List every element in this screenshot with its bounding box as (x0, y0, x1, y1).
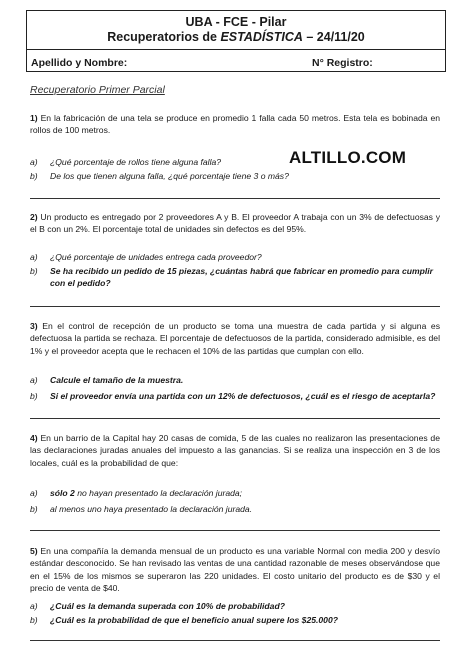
question-4-item-a (30, 487, 440, 499)
question-1-item-b (30, 170, 440, 182)
question-1 (30, 112, 440, 137)
item-emphasis: sólo 2 (50, 488, 75, 498)
exam-header (26, 10, 446, 72)
item-label: a) (30, 488, 38, 498)
item-text: De los que tienen alguna falla, ¿qué porcentaje tiene 3 o más? (50, 171, 289, 181)
item-label: b) (30, 504, 38, 514)
question-3-item-a (30, 374, 440, 386)
question-number: 5) (30, 546, 38, 556)
question-5-item-b (30, 614, 440, 626)
question-number: 2) (30, 212, 38, 222)
section-title: Recuperatorio Primer Parcial (30, 84, 165, 96)
question-number: 1) (30, 113, 38, 123)
question-text: En una compañía la demanda mensual de un producto es una variable Normal con media 200 y desvío estándar desconocido. Se han revisado las ventas de una cantidad razonable de meses observándose que en el 15% de los mismos se superaron las 220 unidades. El costo unitario del producto es de $30 y el precio de venta de $40. (30, 546, 440, 593)
item-label: a) (30, 601, 38, 611)
exam-title (27, 30, 445, 44)
item-text: ¿Qué porcentaje de rollos tiene alguna falla? (50, 157, 222, 167)
question-4-item-b (30, 503, 440, 515)
item-text: Se ha recibido un pedido de 15 piezas, ¿cuántas habrá que fabricar en promedio para cumplir con el pedido? (50, 266, 433, 289)
question-text: Un producto es entregado por 2 proveedores A y B. El proveedor A trabaja con un 3% de defectuosas y el B con un 2%. El porcentaje total de unidades sin defectos es del 95%. (30, 212, 440, 235)
question-number: 4) (30, 433, 38, 443)
question-divider (30, 530, 440, 531)
question-number: 3) (30, 321, 38, 331)
question-2-item-b (30, 265, 440, 290)
item-text: Calcule el tamaño de la muestra. (50, 375, 184, 385)
question-text: En la fabricación de una tela se produce en promedio 1 falla cada 50 metros. Esta tela es bobinada en rollos de 100 metros. (30, 113, 441, 136)
question-divider (30, 418, 440, 419)
exam-title-date: – 24/11/20 (302, 30, 365, 44)
question-5 (30, 545, 440, 594)
item-text: ¿Qué porcentaje de unidades entrega cada proveedor? (50, 252, 262, 262)
item-text: Si el proveedor envía una partida con un 12% de defectuosos, ¿cuál es el riesgo de aceptarla? (50, 391, 436, 401)
item-label: b) (30, 171, 38, 181)
question-divider (30, 198, 440, 199)
question-text: En el control de recepción de un producto se toma una muestra de cada partida y si alguna es defectuosa la partida se rechaza. El porcentaje de defectuosos de la partida, considerado admisible, es del 1% y el proveedor acepta que le rechacen el 10% de las partidas que cumplan con ello. (30, 321, 440, 356)
item-text: al menos uno haya presentado la declaración jurada. (50, 504, 253, 514)
question-5-item-a (30, 600, 440, 612)
item-label: a) (30, 375, 38, 385)
item-label: b) (30, 615, 38, 625)
question-divider (30, 640, 440, 641)
item-text: ¿Cuál es la demanda superada con 10% de probabilidad? (50, 601, 285, 611)
question-2-item-a (30, 251, 440, 263)
item-label: a) (30, 252, 38, 262)
header-divider (27, 49, 445, 50)
item-label: b) (30, 391, 38, 401)
item-label: a) (30, 157, 38, 167)
question-text: En un barrio de la Capital hay 20 casas de comida, 5 de las cuales no realizaron las presentaciones de las declaraciones juradas anuales del impuesto a las ganancias. Si se realiza una inspección en 3 de los locales, cuál es la probabilidad de que: (30, 433, 440, 468)
question-1-item-a (30, 156, 440, 168)
item-label: b) (30, 266, 38, 276)
exam-title-prefix: Recuperatorios de (107, 30, 221, 44)
item-text-rest: no hayan presentado la declaración jurada; (74, 488, 243, 498)
question-3-item-b (30, 390, 440, 402)
question-3 (30, 320, 440, 357)
registro-label: N° Registro: (312, 57, 373, 69)
item-text: ¿Cuál es la probabilidad de que el beneficio anual supere los $25.000? (50, 615, 338, 625)
name-label: Apellido y Nombre: (31, 57, 128, 69)
watermark: ALTILLO.COM (289, 148, 407, 167)
question-4 (30, 432, 440, 469)
question-2 (30, 211, 440, 236)
exam-title-subject: ESTADÍSTICA (220, 30, 303, 44)
institution-title: UBA - FCE - Pilar (185, 15, 287, 29)
question-divider (30, 306, 440, 307)
item-text (50, 487, 440, 499)
